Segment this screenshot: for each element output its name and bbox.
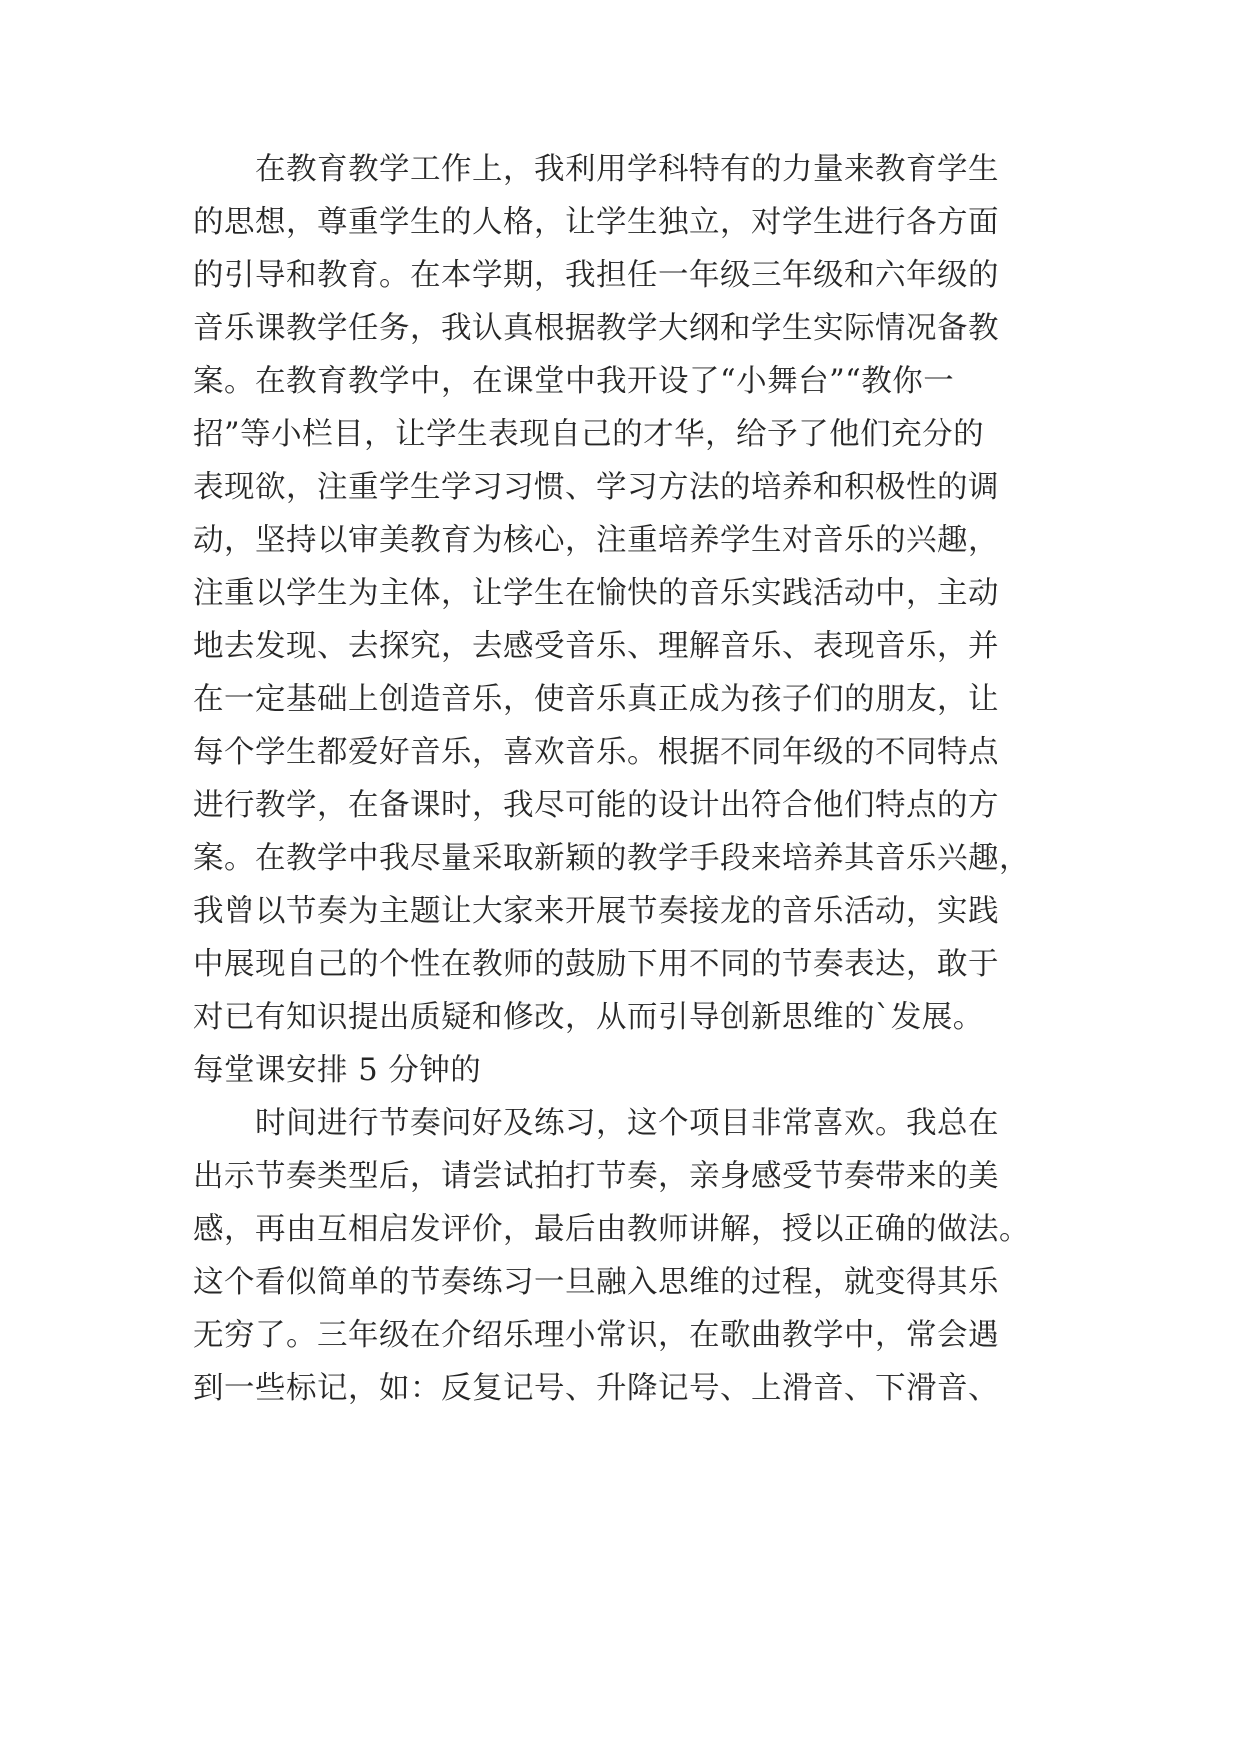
paragraph-1-line-8: 动，坚持以审美教育为核心，注重培养学生对音乐的兴趣， [193,523,999,558]
paragraph-1-line-11: 在一定基础上创造音乐，使音乐真正成为孩子们的朋友，让 [193,682,999,717]
paragraph-1-line-5: 案。在教育教学中，在课堂中我开设了“小舞台”“教你一 [193,364,955,399]
paragraph-1-line-6: 招”等小栏目，让学生表现自己的才华，给予了他们充分的 [193,417,985,452]
paragraph-1-line-13: 进行教学，在备课时，我尽可能的设计出符合他们特点的方 [193,788,999,823]
paragraph-1-line-4: 音乐课教学任务，我认真根据教学大纲和学生实际情况备教 [193,311,999,346]
paragraph-1-line-10: 地去发现、去探究，去感受音乐、理解音乐、表现音乐，并 [193,629,999,664]
paragraph-2-line-5: 无穷了。三年级在介绍乐理小常识，在歌曲教学中，常会遇 [193,1318,999,1353]
paragraph-1-line-2: 的思想，尊重学生的人格，让学生独立，对学生进行各方面 [193,205,999,240]
paragraph-2-line-4: 这个看似简单的节奏练习一旦融入思维的过程，就变得其乐 [193,1265,999,1300]
paragraph-2-line-3: 感，再由互相启发评价，最后由教师讲解，授以正确的做法。 [193,1212,1030,1247]
paragraph-1-line-3: 的引导和教育。在本学期，我担任一年级三年级和六年级的 [193,258,999,293]
paragraph-1-line-7: 表现欲，注重学生学习习惯、学习方法的培养和积极性的调 [193,470,999,505]
paragraph-1-line-1: 在教育教学工作上，我利用学科特有的力量来教育学生 [255,152,999,187]
paragraph-1-line-16: 中展现自己的个性在教师的鼓励下用不同的节奏表达，敢于 [193,947,999,982]
paragraph-1-line-17: 对已有知识提出质疑和修改，从而引导创新思维的`发展。 [193,1000,984,1035]
paragraph-1-line-15: 我曾以节奏为主题让大家来开展节奏接龙的音乐活动，实践 [193,894,999,929]
paragraph-1-line-14: 案。在教学中我尽量采取新颖的教学手段来培养其音乐兴趣， [193,841,1030,876]
paragraph-1-line-18: 每堂课安排 5 分钟的 [193,1053,482,1088]
paragraph-2-line-6: 到一些标记，如：反复记号、升降记号、上滑音、下滑音、 [193,1371,999,1406]
paragraph-2-line-2: 出示节奏类型后，请尝试拍打节奏，亲身感受节奏带来的美 [193,1159,999,1194]
paragraph-2-line-1: 时间进行节奏问好及练习，这个项目非常喜欢。我总在 [255,1106,999,1141]
paragraph-1-line-12: 每个学生都爱好音乐，喜欢音乐。根据不同年级的不同特点 [193,735,999,770]
paragraph-1-line-9: 注重以学生为主体，让学生在愉快的音乐实践活动中，主动 [193,576,999,611]
